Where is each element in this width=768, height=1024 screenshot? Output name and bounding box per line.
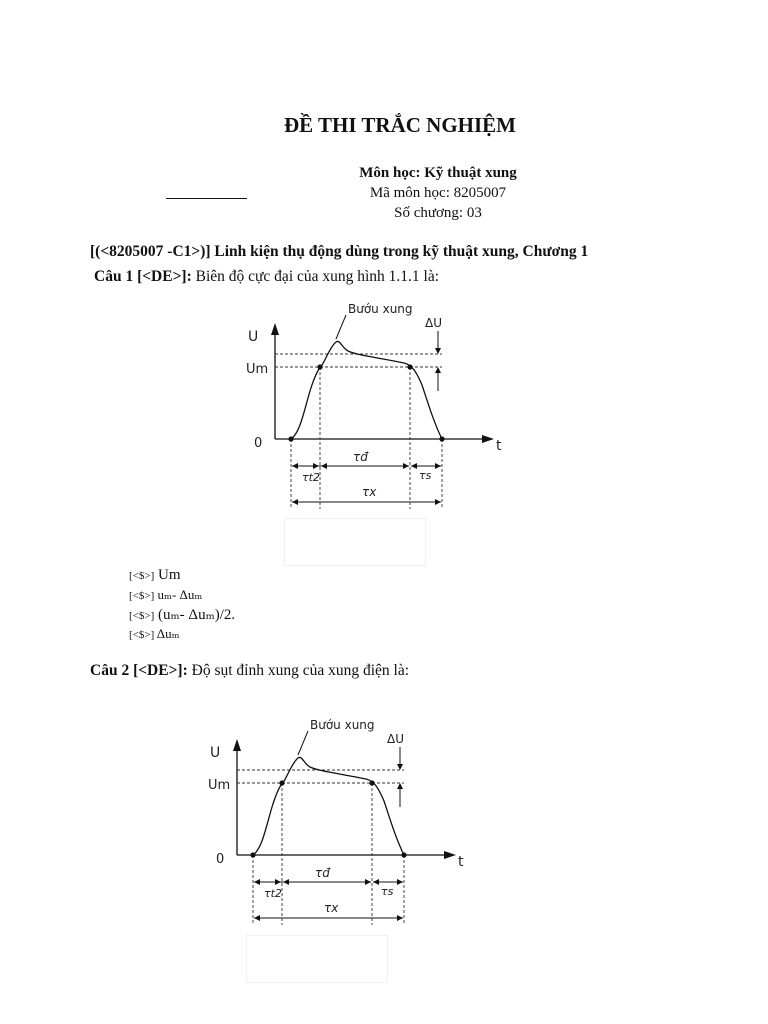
option-tag: [<$>] — [129, 590, 155, 602]
origin-label: 0 — [254, 436, 263, 451]
tau-arrowhead-icon — [254, 879, 260, 885]
option-1-b[interactable] — [129, 586, 202, 604]
origin-label: 0 — [216, 852, 225, 867]
pulse-diagram-2 — [194, 709, 506, 934]
option-text: (uₘ- Δuₘ)/2. — [154, 607, 236, 623]
chapter-count: Số chương: 03 — [394, 205, 482, 221]
u-axis-label: U — [210, 745, 221, 761]
t-axis-arrow-icon — [444, 851, 456, 859]
delta-u-label: ΔU — [425, 316, 442, 330]
delta-u-arrowhead-up-icon — [397, 783, 403, 789]
question-1-label: Câu 1 [<DE>]: — [94, 268, 192, 285]
pulse-rise-point — [317, 364, 322, 369]
subject-code: Mã môn học: 8205007 — [369, 185, 507, 201]
tau-t2-label: τt2 — [302, 471, 320, 484]
tau-s-label: τs — [419, 469, 432, 482]
pulse-end-point — [401, 852, 406, 857]
pulse-start-point — [250, 852, 255, 857]
pulse-figure-2 — [194, 709, 506, 939]
t-axis-arrow-icon — [482, 435, 494, 443]
hump-label: Bướu xung — [348, 302, 413, 316]
tau-t2-label: τt2 — [264, 887, 282, 900]
pulse-curve — [291, 341, 442, 439]
signature-line — [166, 198, 247, 199]
option-tag: [<$>] — [129, 610, 155, 622]
tau-d-label: τđ — [315, 866, 330, 880]
delta-u-arrowhead-down-icon — [435, 348, 441, 354]
delta-u-label: ΔU — [387, 732, 404, 746]
option-1-d[interactable] — [129, 625, 180, 643]
option-tag: [<$>] — [129, 570, 155, 582]
question-2-text: Độ sụt đỉnh xung của xung điện là: — [187, 662, 410, 679]
question-1-text: Biên độ cực đại của xung hình 1.1.1 là: — [191, 268, 440, 285]
tau-x-label: τx — [362, 485, 377, 499]
option-1-c[interactable] — [129, 605, 235, 624]
um-label: Um — [208, 778, 231, 793]
tau-d-label: τđ — [353, 450, 368, 464]
pulse-start-point — [288, 436, 293, 441]
caption-placeholder-1 — [284, 518, 426, 566]
u-axis-arrow-icon — [233, 739, 241, 751]
pulse-curve — [253, 757, 404, 855]
question-1 — [94, 268, 439, 286]
tau-x-label: τx — [324, 901, 339, 915]
option-1-a[interactable] — [129, 566, 180, 584]
u-axis-arrow-icon — [271, 323, 279, 335]
section-heading: [(<8205007 -C1>)] Linh kiện thụ động dùng trong kỹ thuật xung, Chương 1 — [90, 243, 589, 260]
pulse-fall-point — [407, 364, 412, 369]
caption-placeholder-2 — [246, 935, 388, 983]
um-label: Um — [246, 362, 269, 377]
hump-pointer — [298, 731, 308, 755]
pulse-rise-point — [279, 780, 284, 785]
tau-s-label: τs — [381, 885, 394, 898]
question-2 — [90, 662, 409, 680]
pulse-end-point — [439, 436, 444, 441]
option-tag: [<$>] — [129, 629, 155, 641]
delta-u-arrowhead-down-icon — [397, 764, 403, 770]
hump-label: Bướu xung — [310, 718, 375, 732]
option-text: Δuₘ — [154, 626, 180, 641]
t-axis-label: t — [458, 854, 464, 870]
pulse-diagram-1 — [232, 293, 544, 518]
u-axis-label: U — [248, 329, 259, 345]
tau-arrowhead-icon — [292, 463, 298, 469]
page-title: ĐỀ THI TRẮC NGHIỆM — [283, 113, 516, 137]
pulse-fall-point — [369, 780, 374, 785]
question-2-label: Câu 2 [<DE>]: — [90, 662, 188, 679]
hump-pointer — [336, 315, 346, 339]
delta-u-arrowhead-up-icon — [435, 367, 441, 373]
subject-name: Môn học: Kỹ thuật xung — [359, 165, 517, 181]
pulse-figure-1 — [232, 293, 544, 523]
option-text: Um — [154, 567, 181, 583]
option-text: uₘ- Δuₘ — [154, 587, 203, 602]
t-axis-label: t — [496, 438, 502, 454]
